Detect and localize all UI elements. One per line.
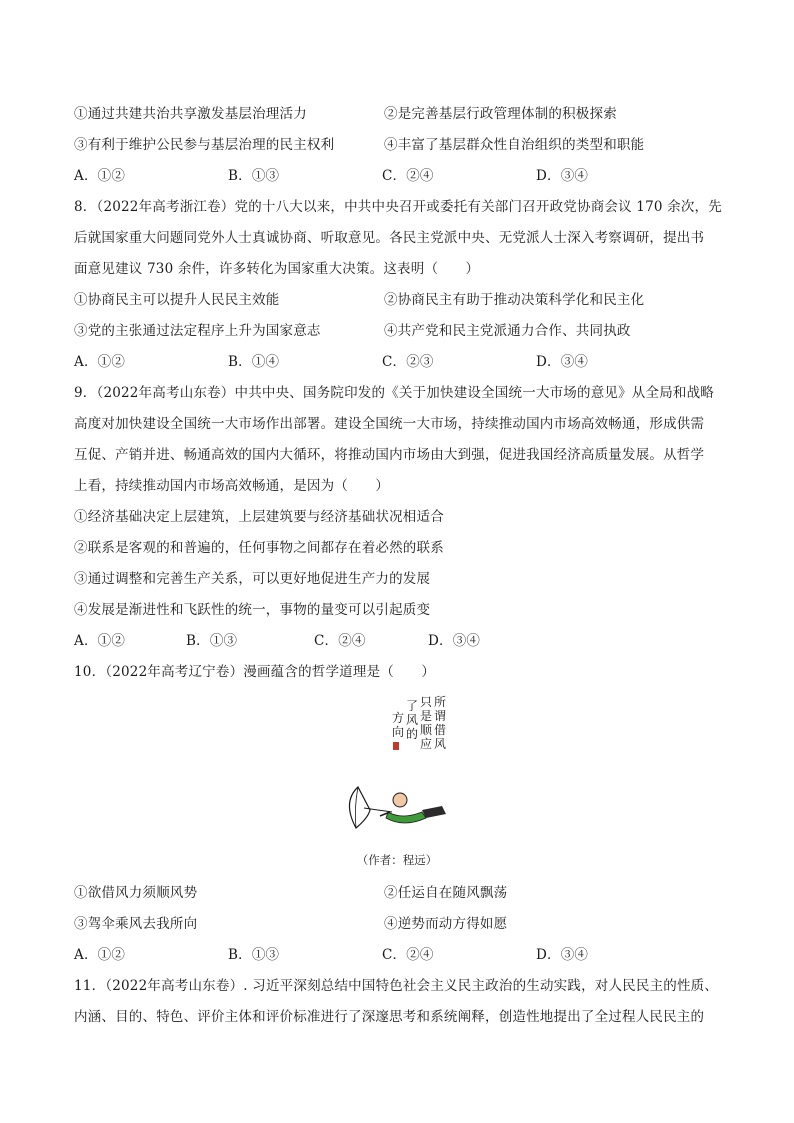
cartoon-illustration (330, 692, 470, 842)
q9-option-1: ①经济基础决定上层建筑，上层建筑要与经济基础状况相适合 (74, 509, 444, 525)
cartoon-char: 方 (392, 711, 405, 725)
q8-choice-b: B．①④ (228, 354, 280, 370)
cartoon-char: 的 (406, 727, 419, 741)
q8-option-2: ②协商民主有助于推动决策科学化和民主化 (384, 292, 645, 308)
q10-choice-a: A．①② (74, 947, 126, 963)
q9-option-4: ④发展是渐进性和飞跃性的统一，事物的量变可以引起质变 (74, 602, 431, 618)
q7-choice-d: D．③④ (536, 168, 589, 184)
q11-stem-line-2: 内涵、目的、特色、评价主体和评价标准进行了深邃思考和系统阐释，创造性地提出了全过程人民民主的 (74, 1009, 705, 1025)
cartoon-char: 向 (392, 725, 405, 739)
q10-option-4: ④逆势而动方得如愿 (384, 916, 508, 932)
q8-stem-line-1: 8．（2022年高考浙江卷）党的十八大以来，中共中央召开或委托有关部门召开政党协商会议 170 余次，先 (74, 199, 722, 215)
cartoon-char: 是 (420, 709, 433, 723)
cartoon-handwritten-text (392, 695, 446, 751)
q10-choice-c: C．②④ (382, 947, 434, 963)
q7-option-4: ④丰富了基层群众性自治组织的类型和职能 (384, 137, 645, 153)
person-figure (380, 793, 446, 823)
q9-choice-a: A．①② (74, 633, 126, 649)
cartoon-char: 谓 (434, 709, 447, 723)
q8-option-1: ①协商民主可以提升人民民主效能 (74, 292, 280, 308)
q11-stem-line-1: 11．（2022年高考山东卷）. 习近平深刻总结中国特色社会主义民主政治的生动实践，对人民民主的性质、 (74, 978, 719, 994)
q8-choice-d: D．③④ (536, 354, 589, 370)
q10-stem: 10．（2022年高考辽宁卷）漫画蕴含的哲学道理是（ ） (74, 664, 436, 680)
umbrella-icon (349, 787, 392, 828)
q9-stem-line-4: 上看，持续推动国内市场高效畅通，是因为（ ） (74, 478, 390, 494)
cartoon-char: 了 (406, 699, 419, 713)
q9-stem-line-1: 9．（2022年高考山东卷）中共中央、国务院印发的《关于加快建设全国统一大市场的意见》从全局和战略 (74, 385, 714, 401)
q9-stem-line-2: 高度对加快建设全国统一大市场作出部署。建设全国统一大市场，持续推动国内市场高效畅通，形成供需 (74, 416, 705, 432)
q7-choice-a: A．①② (74, 168, 126, 184)
cartoon-char: 只 (420, 695, 433, 709)
q10-choice-d: D．③④ (536, 947, 589, 963)
q9-option-3: ③通过调整和完善生产关系，可以更好地促进生产力的发展 (74, 571, 431, 587)
q8-option-3: ③党的主张通过法定程序上升为国家意志 (74, 323, 321, 339)
q9-choice-d: D．③④ (428, 633, 481, 649)
cartoon-char: 顺 (420, 723, 433, 737)
q8-choice-c: C．②③ (382, 354, 434, 370)
q10-option-3: ③驾伞乘风去我所向 (74, 916, 198, 932)
cartoon-char: 风 (434, 737, 447, 751)
q7-choice-b: B．①③ (228, 168, 280, 184)
q9-choice-b: B．①③ (186, 633, 238, 649)
q10-option-1: ①欲借风力须顺风势 (74, 885, 198, 901)
q7-option-2: ②是完善基层行政管理体制的积极探索 (384, 106, 617, 122)
cartoon-char: 借 (434, 723, 447, 737)
q8-choice-a: A．①② (74, 354, 126, 370)
q7-choice-c: C．②④ (382, 168, 434, 184)
cartoon-char: 应 (420, 737, 433, 751)
cartoon-char: 风 (406, 713, 419, 727)
q7-option-3: ③有利于维护公民参与基层治理的民主权利 (74, 137, 335, 153)
q8-option-4: ④共产党和民主党派通力合作、共同执政 (384, 323, 631, 339)
q9-stem-line-3: 互促、产销并进、畅通高效的国内大循环，将推动国内市场由大到强，促进我国经济高质量发展。从哲学 (74, 447, 705, 463)
q10-choice-b: B．①③ (228, 947, 280, 963)
q9-option-2: ②联系是客观的和普遍的，任何事物之间都存在着必然的联系 (74, 540, 444, 556)
q10-option-2: ②任运自在随风飘荡 (384, 885, 508, 901)
q9-choice-c: C．②④ (314, 633, 366, 649)
seal-stamp-icon (393, 742, 399, 750)
q8-stem-line-2: 后就国家重大问题同党外人士真诚协商、听取意见。各民主党派中央、无党派人士深入考察调研，提出书 (74, 230, 705, 246)
cartoon-char: 所 (434, 695, 447, 709)
q8-stem-line-3: 面意见建议 730 余件，许多转化为国家重大决策。这表明（ ） (74, 261, 480, 277)
cartoon-caption: （作者：程远） (356, 853, 438, 867)
q7-option-1: ①通过共建共治共享激发基层治理活力 (74, 106, 307, 122)
